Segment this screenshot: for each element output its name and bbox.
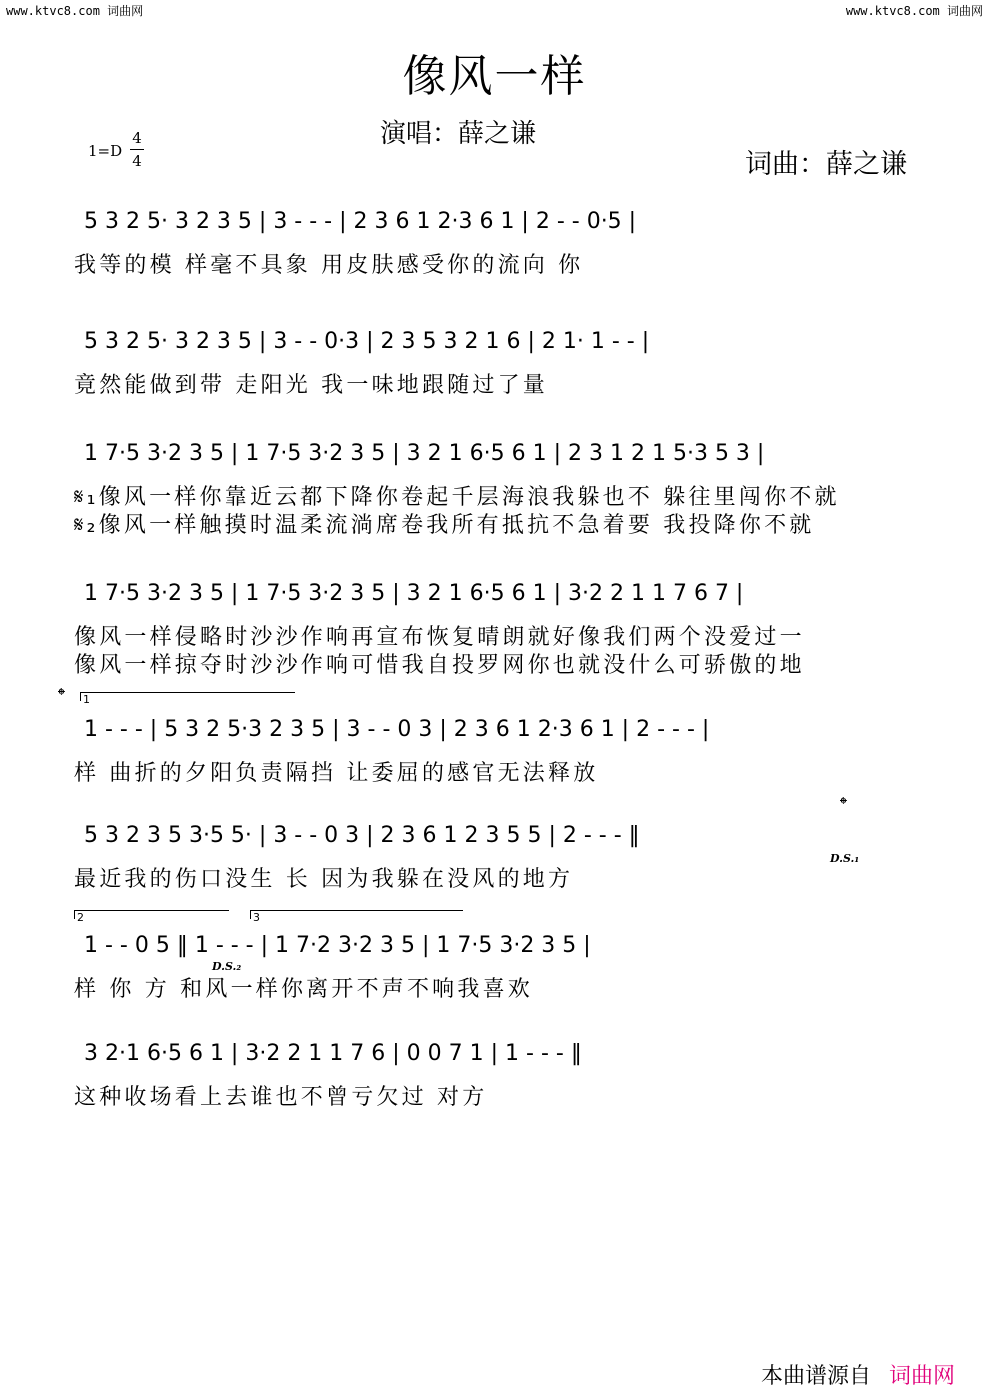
- notation-svg: [74, 1030, 904, 1074]
- site-watermark-right: www.ktvc8.com 词曲网: [845, 4, 983, 18]
- notation-row: [74, 812, 904, 852]
- notation-svg: [74, 430, 904, 474]
- volta-bracket-3: [250, 910, 463, 924]
- site-watermark-left: www.ktvc8.com 词曲网: [6, 4, 144, 18]
- notation-row: [74, 1030, 904, 1070]
- notation-row: [74, 198, 904, 238]
- notation-row: [74, 430, 904, 470]
- composer-credit: 词曲：薛之谦: [745, 149, 907, 180]
- lyric-line: 最近我的伤口没生 长 因为我躲在没风的地方: [74, 867, 574, 892]
- song-title: 像风一样: [402, 51, 587, 102]
- notation-svg: [74, 706, 904, 750]
- note-line: 5 3 2 5· 3 2 3 5 | 3 - - 0·3 | 2 3 5 3 2 1 6 | 2 1· 1 - - |: [84, 329, 650, 354]
- source-brand-link[interactable]: 词曲网: [888, 1364, 955, 1389]
- source-label: 本曲谱源自: [760, 1364, 871, 1389]
- note-line: 3 2·1 6·5 6 1 | 3·2 2 1 1 7 6 | 0 0 7 1 | 1 - - - ‖: [84, 1041, 582, 1066]
- lyric-line-verse-1: 像风一样侵略时沙沙作响再宣布恢复晴朗就好像我们两个没爱过一: [74, 625, 805, 650]
- dal-segno-2-marking: D.S.₂: [212, 960, 242, 973]
- singer-credit: 演唱：薛之谦: [380, 119, 537, 149]
- lyric-line: 竟然能做到带 走阳光 我一味地跟随过了量: [74, 373, 548, 398]
- coda-icon: 𝄌: [58, 683, 65, 707]
- notation-row: [74, 570, 904, 610]
- notation-svg: [74, 318, 904, 362]
- lyric-line: 我等的模 样毫不具象 用皮肤感受你的流向 你: [74, 253, 584, 278]
- note-line: 1 7·5 3·2 3 5 | 1 7·5 3·2 3 5 | 3 2 1 6·5 6 1 | 2 3 1 2 1 5·3 5 3 |: [84, 441, 765, 466]
- coda-icon: 𝄌: [840, 792, 847, 816]
- key-signature: 1=D: [88, 142, 123, 160]
- time-signature: [130, 128, 144, 171]
- notation-row: [74, 318, 904, 358]
- note-line: 5 3 2 3 5 3·5 5· | 3 - - 0 3 | 2 3 6 1 2 3 5 5 | 2 - - - ‖: [84, 823, 640, 848]
- time-signature-top: 4: [132, 129, 142, 147]
- time-signature-bottom: 4: [132, 152, 142, 170]
- volta-bracket-2: [74, 910, 229, 924]
- notation-svg: [74, 922, 904, 966]
- note-line: 1 - - 0 5 ‖ 1 - - - | 1 7·2 3·2 3 5 | 1 7·5 3·2 3 5 |: [84, 933, 591, 958]
- note-line: 5 3 2 5· 3 2 3 5 | 3 - - - | 2 3 6 1 2·3 6 1 | 2 - - 0·5 |: [84, 209, 637, 234]
- volta-number: 1: [83, 693, 90, 706]
- notation-row: [74, 922, 904, 962]
- volta-bracket-1: [80, 692, 295, 706]
- note-line: 1 7·5 3·2 3 5 | 1 7·5 3·2 3 5 | 3 2 1 6·5 6 1 | 3·2 2 1 1 7 6 7 |: [84, 581, 744, 606]
- notation-svg: [74, 570, 904, 614]
- notation-row: [74, 706, 904, 746]
- notation-svg: [74, 198, 904, 242]
- note-line: 1 - - - | 5 3 2 5·3 2 3 5 | 3 - - 0 3 | 2 3 6 1 2·3 6 1 | 2 - - - |: [84, 717, 710, 742]
- lyric-line: 样 曲折的夕阳负责隔挡 让委屈的感官无法释放: [74, 761, 599, 786]
- lyric-line: 样 你 方 和风一样你离开不声不响我喜欢: [74, 977, 533, 1002]
- lyric-line: 这种收场看上去谁也不曾亏欠过 对方: [74, 1085, 488, 1110]
- source-credit: [761, 1359, 955, 1390]
- dal-segno-1-marking: D.S.₁: [830, 852, 860, 865]
- volta-number: 3: [253, 911, 260, 924]
- lyric-line-verse-1: 𝄋₁像风一样你靠近云都下降你卷起千层海浪我躲也不 躲往里闯你不就: [74, 485, 840, 510]
- notation-svg: [74, 812, 904, 856]
- lyric-line-verse-2: 𝄋₂像风一样触摸时温柔流淌席卷我所有抵抗不急着要 我投降你不就: [74, 513, 815, 538]
- lyric-line-verse-2: 像风一样掠夺时沙沙作响可惜我自投罗网你也就没什么可骄傲的地: [74, 653, 805, 678]
- volta-number: 2: [77, 911, 84, 924]
